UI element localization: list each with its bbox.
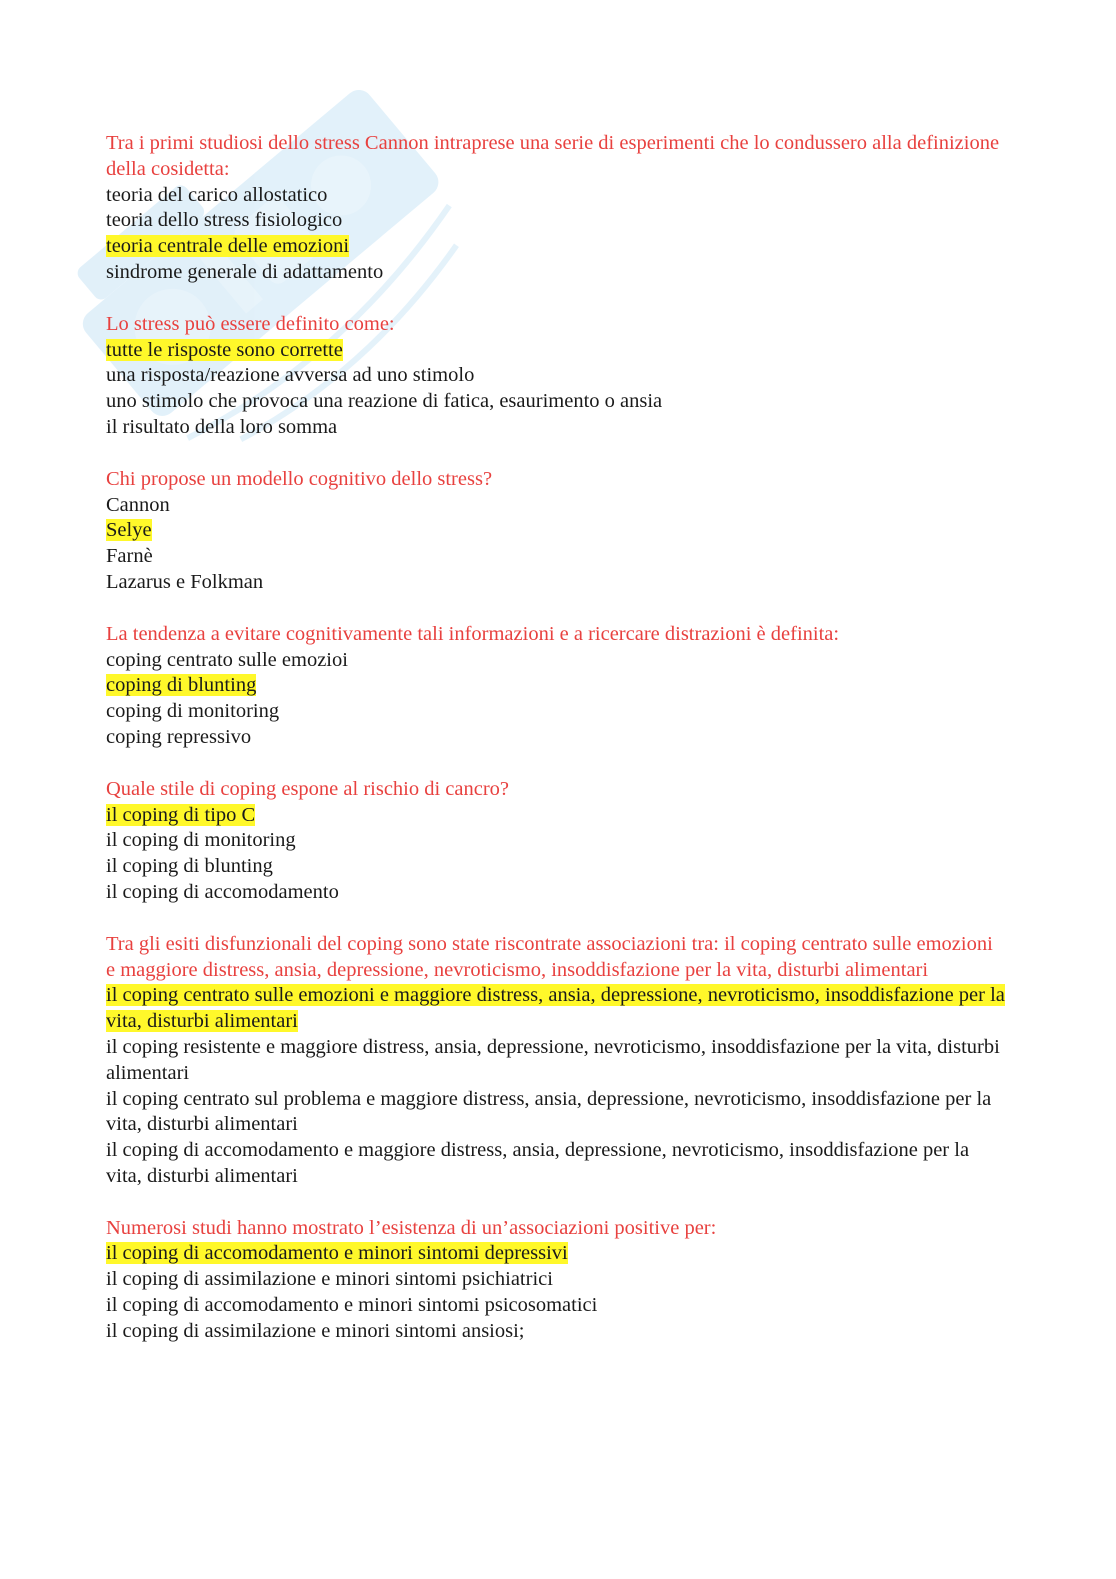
answer-text: il coping di accomodamento e maggiore distress, ansia, depressione, nevroticismo, insoddisfazione per la vita, disturbi alimentari (106, 1139, 970, 1187)
answer-text: il coping di monitoring (106, 829, 296, 852)
answer-text: il coping di accomodamento e minori sintomi psicosomatici (106, 1294, 598, 1317)
answer-text: il coping di blunting (106, 855, 273, 878)
answer-text: il coping resistente e maggiore distress, ansia, depressione, nevroticismo, insoddisfazione per la vita, disturbi alimentari (106, 1035, 1000, 1084)
answer-option (106, 1267, 1006, 1293)
answer-option (106, 699, 1006, 725)
answer-option (106, 183, 1006, 209)
answer-option (106, 1319, 1006, 1345)
answer-option-highlighted (106, 803, 1006, 829)
answer-text: il coping di assimilazione e minori sintomi ansiosi; (106, 1319, 525, 1342)
answer-text: tutte le risposte sono corrette (106, 338, 343, 361)
answer-option-highlighted (106, 518, 1006, 544)
question-text: Numerosi studi hanno mostrato l’esistenza di un’associazioni positive per: (106, 1216, 717, 1239)
answer-text: il risultato della loro somma (106, 415, 338, 438)
answer-option (106, 493, 1006, 519)
answer-text: coping centrato sulle emozioi (106, 648, 348, 671)
question-block (106, 467, 1006, 596)
answer-text: Cannon (106, 493, 170, 516)
answer-option (106, 208, 1006, 234)
question-block (106, 777, 1006, 906)
question-text: Quale stile di coping espone al rischio di cancro? (106, 777, 510, 800)
question-text: Chi propose un modello cognitivo dello stress? (106, 467, 493, 490)
answer-text: il coping di accomodamento e minori sintomi depressivi (106, 1242, 568, 1265)
answer-text: il coping di assimilazione e minori sintomi psichiatrici (106, 1268, 553, 1291)
answer-text: uno stimolo che provoca una reazione di fatica, esaurimento o ansia (106, 390, 663, 413)
answer-option (106, 854, 1006, 880)
answer-option (106, 544, 1006, 570)
answer-option-highlighted (106, 338, 1006, 364)
answer-option (106, 725, 1006, 751)
answer-text: il coping centrato sulle emozioni e maggiore distress, ansia, depressione, nevroticismo, insoddisfazione per la vita, disturbi alimentari (106, 984, 1005, 1033)
answer-text: coping di monitoring (106, 700, 280, 723)
answer-option (106, 828, 1006, 854)
answer-option (106, 1035, 1006, 1087)
answer-option-highlighted (106, 1241, 1006, 1267)
document-body (106, 131, 1006, 1371)
question-text: La tendenza a evitare cognitivamente tali informazioni e a ricercare distrazioni è definita: (106, 622, 840, 645)
answer-text: Farnè (106, 545, 153, 568)
question-block (106, 312, 1006, 441)
answer-text: il coping centrato sul problema e maggiore distress, ansia, depressione, nevroticismo, insoddisfazione per la vita, disturbi alimentari (106, 1087, 992, 1136)
answer-option (106, 1138, 1006, 1190)
answer-text: una risposta/reazione avversa ad uno stimolo (106, 364, 475, 387)
answer-text: Lazarus e Folkman (106, 570, 264, 593)
answer-text: teoria dello stress fisiologico (106, 209, 343, 232)
answer-option (106, 648, 1006, 674)
answer-option (106, 1087, 1006, 1139)
question-block (106, 131, 1006, 286)
answer-option (106, 260, 1006, 286)
answer-option (106, 389, 1006, 415)
question-block (106, 622, 1006, 751)
answer-option (106, 415, 1006, 441)
answer-text: coping di blunting (106, 674, 257, 697)
answer-option-highlighted (106, 673, 1006, 699)
answer-text: Selye (106, 519, 152, 542)
answer-text: teoria del carico allostatico (106, 183, 328, 206)
answer-option-highlighted (106, 983, 1006, 1035)
answer-option (106, 363, 1006, 389)
answer-text: teoria centrale delle emozioni (106, 235, 350, 258)
question-text: Tra gli esiti disfunzionali del coping sono state riscontrate associazioni tra: il coping centrato sulle emozioni e maggiore distress, ansia, depressione, nevroticismo, insoddisfazione per la vita, disturbi alimentari (106, 932, 993, 981)
answer-option (106, 880, 1006, 906)
question-block (106, 1216, 1006, 1345)
question-text: Tra i primi studiosi dello stress Cannon intraprese una serie di esperimenti che lo condussero alla definizione della cosidetta: (106, 132, 1000, 180)
question-text: Lo stress può essere definito come: (106, 312, 395, 335)
answer-option-highlighted (106, 234, 1006, 260)
question-block (106, 932, 1006, 1190)
answer-option (106, 570, 1006, 596)
answer-text: il coping di accomodamento (106, 880, 339, 903)
answer-text: sindrome generale di adattamento (106, 260, 384, 283)
answer-text: coping repressivo (106, 725, 252, 748)
answer-option (106, 1293, 1006, 1319)
answer-text: il coping di tipo C (106, 803, 256, 826)
